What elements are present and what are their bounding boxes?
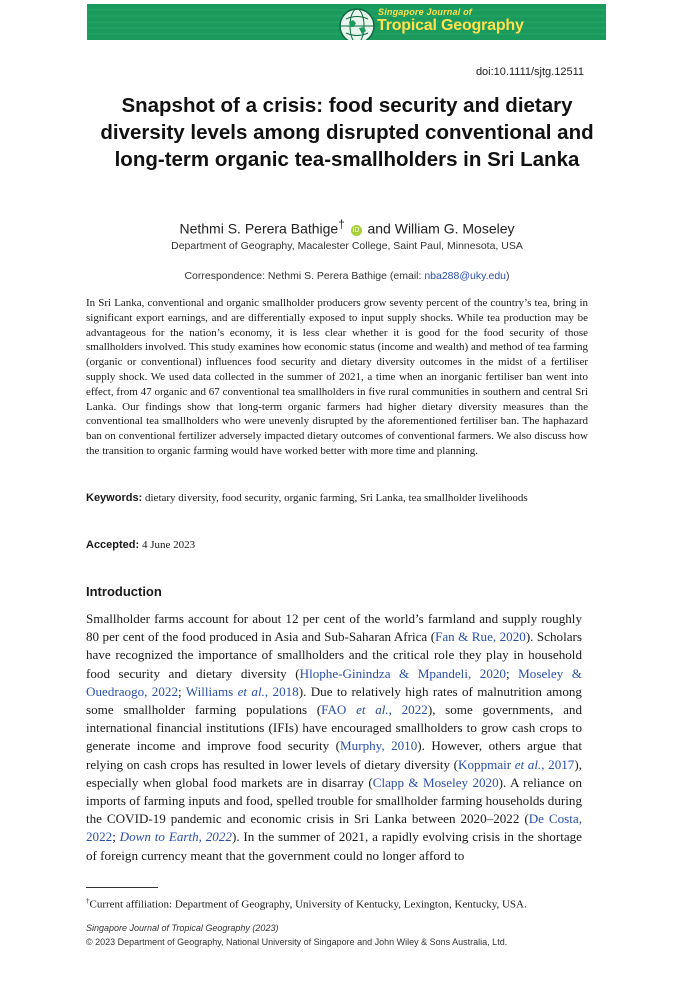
citation-year: , 2018 [264, 683, 299, 699]
citation-link[interactable] [186, 684, 299, 699]
intro-text: ), especially when global food markets are in disarray ( [86, 756, 582, 790]
journal-name-small: Singapore Journal of [378, 7, 473, 17]
intro-text: ; [178, 683, 186, 699]
footnote-text: Current affiliation: Department of Geography, University of Kentucky, Lexington, Kentucky, USA. [89, 898, 527, 911]
author-name[interactable]: William G. Moseley [394, 220, 515, 237]
affiliation: Department of Geography, Macalester College, Saint Paul, Minnesota, USA [171, 240, 523, 252]
paper-title: Snapshot of a crisis: food security and dietary diversity levels among disrupted conventional and long-term organic tea-smallholders in Sri Lanka [100, 94, 594, 171]
citation-link[interactable]: Clapp & Moseley 2020 [372, 774, 499, 790]
citation-link[interactable]: Hlophe-Ginindza & Mpandeli, 2020 [299, 665, 506, 681]
intro-text: ), some governments, and international financial institutions (IFIs) have encouraged smallholders to grow cash crops to generate income and improve food security ( [86, 702, 582, 754]
accepted-date [86, 539, 195, 551]
accepted-value: 4 June 2023 [141, 539, 196, 551]
citation-link[interactable] [321, 702, 428, 717]
citation-link[interactable]: Down to Earth, 2022 [119, 829, 232, 845]
author-conjunction: and [367, 220, 391, 237]
accepted-label: Accepted: [86, 539, 140, 551]
footer-copyright: © 2023 Department of Geography, National University of Singapore and John Wiley & Sons Australia, Ltd. [86, 937, 508, 947]
footer-journal [86, 923, 278, 933]
intro-text: ). In the summer of 2021, a rapidly evolving crisis in the shortage of foreign currency meant that the government could no longer afford to [86, 829, 582, 863]
correspondence-prefix: Correspondence: Nethmi S. Perera Bathige (email: [184, 270, 425, 282]
citation-etal: et al. [237, 683, 265, 699]
journal-name-large: Tropical Geography [377, 17, 524, 34]
citation-year: , 2017 [541, 756, 575, 772]
footnote [86, 897, 596, 911]
correspondence-suffix: ) [506, 270, 510, 282]
introduction-body [86, 610, 582, 865]
citation-link[interactable]: Fan & Rue, 2020 [435, 629, 526, 645]
intro-text: ). Due to relatively high rates of malnutrition among some smallholder farming populations ( [86, 683, 582, 718]
keywords-label: Keywords: [86, 492, 143, 504]
correspondence [86, 270, 608, 282]
globe-logo-icon [337, 6, 377, 40]
email-link[interactable]: nba288@uky.edu [424, 270, 507, 282]
citation-author: FAO [321, 702, 357, 718]
intro-text: ). However, others argue that relying on cash crops has resulted in lower levels of dietary diversity ( [86, 738, 582, 772]
intro-text: ). A reliance on imports of farming inputs and food, spelled trouble for smallholder farming households during the COVID-19 pandemic and economic crisis in Sri Lanka between 2020–2022 ( [86, 774, 582, 827]
citation-author: Koppmair [458, 756, 515, 772]
citation-link[interactable]: Murphy, 2010 [340, 738, 418, 754]
keywords [86, 491, 588, 506]
citation-link[interactable] [458, 757, 574, 772]
intro-text: ). Scholars have recognized the importance of smallholders and the critical role they play in household food security and dietary diversity ( [86, 629, 582, 681]
abstract: In Sri Lanka, conventional and organic smallholder producers grow seventy percent of the country’s tea, bring in significant export earnings, and are differentially exposed to input supply shocks. While tea production may be advantageous for the nation’s economy, it is less clear whether it is good for the food security of those smallholders involved. This study examines how economic status (income and wealth) and method of tea farming (organic or conventional) influences food security and dietary diversity outcomes in the midst of a fertiliser supply shock. We used data collected in the summer of 2021, a time when an inorganic fertiliser ban went into effect, from 47 organic and 67 conventional tea smallholders in five rural communities in southern and central Sri Lanka. Our findings show that long-term organic farmers had higher dietary diversity measures than the conventional tea smallholders who were unevenly disrupted by the aforementioned fertiliser ban. The haphazard ban on conventional fertilizer adversely impacted dietary outcomes of conventional farmers. We also discuss how the transition to organic farming would have worked better with more time and planning. [86, 297, 588, 457]
citation-author: Williams [185, 683, 238, 699]
footer-journal-text: Singapore Journal of Tropical Geography (2023) [86, 923, 279, 933]
footnote-divider [86, 887, 158, 888]
intro-text: ; [112, 829, 120, 845]
doi[interactable]: doi:10.1111/sjtg.12511 [475, 66, 584, 78]
author-line [86, 218, 608, 237]
orcid-icon[interactable]: iD [351, 225, 362, 236]
keywords-text: dietary diversity, food security, organic farming, Sri Lanka, tea smallholder livelihoods [145, 492, 528, 504]
intro-text: Smallholder farms account for about 12 per cent of the world’s farmland and supply roughly 80 per cent of the food produced in Asia and Sub-Saharan Africa ( [86, 611, 582, 645]
intro-text: ; [505, 665, 519, 681]
section-heading: Introduction [86, 584, 162, 599]
citation-year: , 2022 [388, 702, 428, 718]
citation-etal: et al. [514, 756, 542, 772]
journal-banner [87, 4, 606, 40]
citation-etal: et al. [356, 702, 389, 718]
footnote-mark: † [86, 897, 90, 905]
dagger-mark: † [338, 218, 345, 231]
citation-link[interactable]: De Costa, 2022 [86, 811, 582, 845]
citation-link[interactable]: Moseley & Ouedraogo, 2022 [86, 665, 582, 699]
author-name[interactable]: Nethmi S. Perera Bathige [179, 220, 339, 237]
